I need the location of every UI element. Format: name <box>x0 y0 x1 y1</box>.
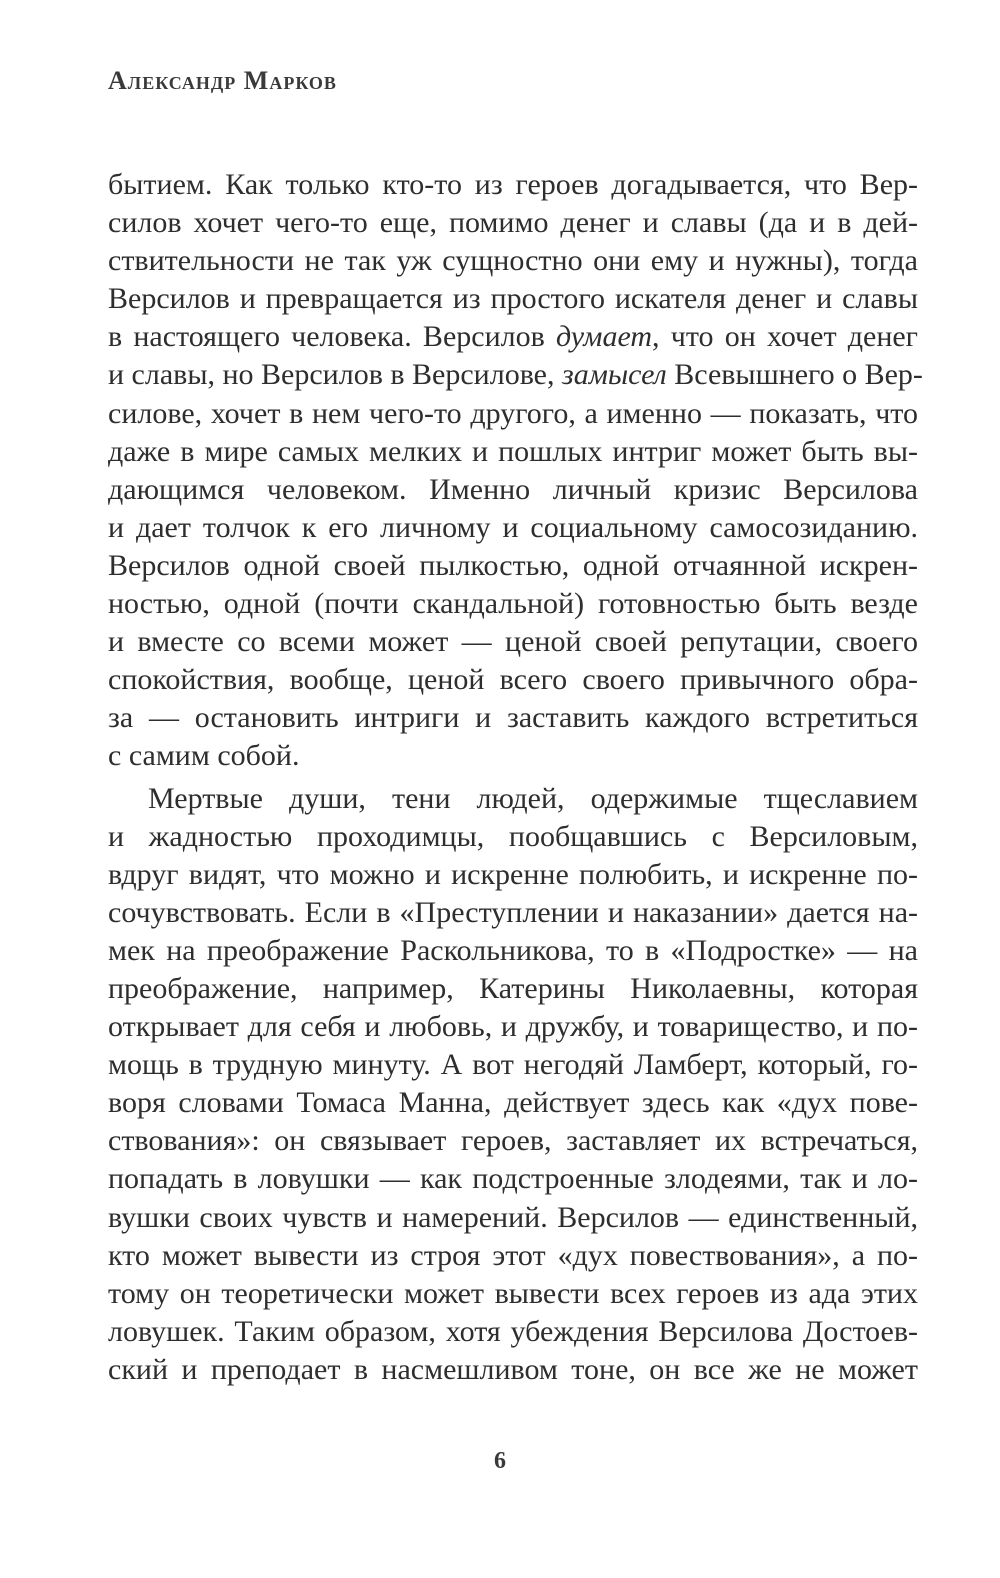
text-line: бытием. Как только кто-то из героев догадывается, что Вер- <box>108 168 918 201</box>
text-line: Мертвые души, тени людей, одержимые тщеславием <box>148 781 918 815</box>
text-line: воря словами Томаса Манна, действует здесь как «дух пове- <box>108 1086 918 1120</box>
text-line: и вместе со всеми может — ценой своей репутации, своего <box>108 625 918 659</box>
text-segment: и славы, но Версилов в Версилове, <box>108 358 562 392</box>
text-line: попадать в ловушки — как подстроенные злодеями, так и ло- <box>108 1162 918 1196</box>
text-line <box>108 318 918 356</box>
text-line: силов хочет чего-то еще, помимо денег и славы (да и в дей- <box>108 206 918 240</box>
text-line: силове, хочет в нем чего-то другого, а именно — показать, что <box>108 396 918 430</box>
body-text <box>108 166 923 1389</box>
text-line: с самим собой. <box>108 739 300 773</box>
text-line: за — остановить интриги и заставить каждого встретиться <box>108 701 918 735</box>
text-line: вушки своих чувств и намерений. Версилов — единственный, <box>108 1200 918 1234</box>
text-line: тому он теоретически может вывести всех героев из ада этих <box>108 1276 918 1310</box>
italic-emphasis: думает <box>555 320 653 354</box>
text-line: мощь в трудную минуту. А вот негодяй Ламберт, который, го- <box>108 1048 918 1082</box>
text-line: ский и преподает в насмешливом тоне, он все же не может <box>108 1352 918 1386</box>
text-segment: в настоящего человека. Версилов <box>108 320 556 354</box>
page-number: 6 <box>494 1448 506 1474</box>
text-segment: , что он хочет денег <box>652 320 918 354</box>
text-line: кто может вывести из строя этот «дух повествования», а по- <box>108 1238 918 1272</box>
text-line: даже в мире самых мелких и пошлых интриг может быть вы- <box>108 434 918 468</box>
text-line: сочувствовать. Если в «Преступлении и наказании» дается на- <box>108 895 918 929</box>
text-line: Версилов одной своей пылкостью, одной отчаянной искрен- <box>108 548 918 582</box>
text-line: преображение, например, Катерины Николаевны, которая <box>108 971 918 1005</box>
text-line: открывает для себя и любовь, и дружбу, и товарищество, и по- <box>108 1010 918 1044</box>
text-line: ловушек. Таким образом, хотя убеждения Версилова Достоев- <box>108 1314 918 1348</box>
text-line: ностью, одной (почти скандальной) готовностью быть везде <box>108 587 918 621</box>
italic-emphasis: замысел <box>562 358 667 392</box>
text-line: мек на преображение Раскольникова, то в «Подростке» — на <box>108 933 918 967</box>
text-line: и дает толчок к его личному и социальному самосозиданию. <box>108 510 918 544</box>
text-line: ствительности не так уж сущностно они ему и нужны), тогда <box>108 244 918 278</box>
running-header-author: Александр Марков <box>108 66 337 95</box>
text-line: и жадностью проходимцы, пообщавшись с Версиловым, <box>108 819 918 853</box>
text-line: ствования»: он связывает героев, заставляет их встречаться, <box>108 1124 918 1158</box>
paragraph-1 <box>108 166 923 776</box>
text-line: вдруг видят, что можно и искренне полюбить, и искренне по- <box>108 857 918 891</box>
text-line: дающимся человеком. Именно личный кризис Версилова <box>108 472 918 506</box>
text-line: спокойствия, вообще, ценой всего своего привычного обра- <box>108 663 918 697</box>
text-segment: Всевышнего о Вер- <box>666 358 923 392</box>
text-line <box>108 356 923 394</box>
text-line: Версилов и превращается из простого искателя денег и славы <box>108 282 918 316</box>
paragraph-2 <box>108 780 918 1390</box>
